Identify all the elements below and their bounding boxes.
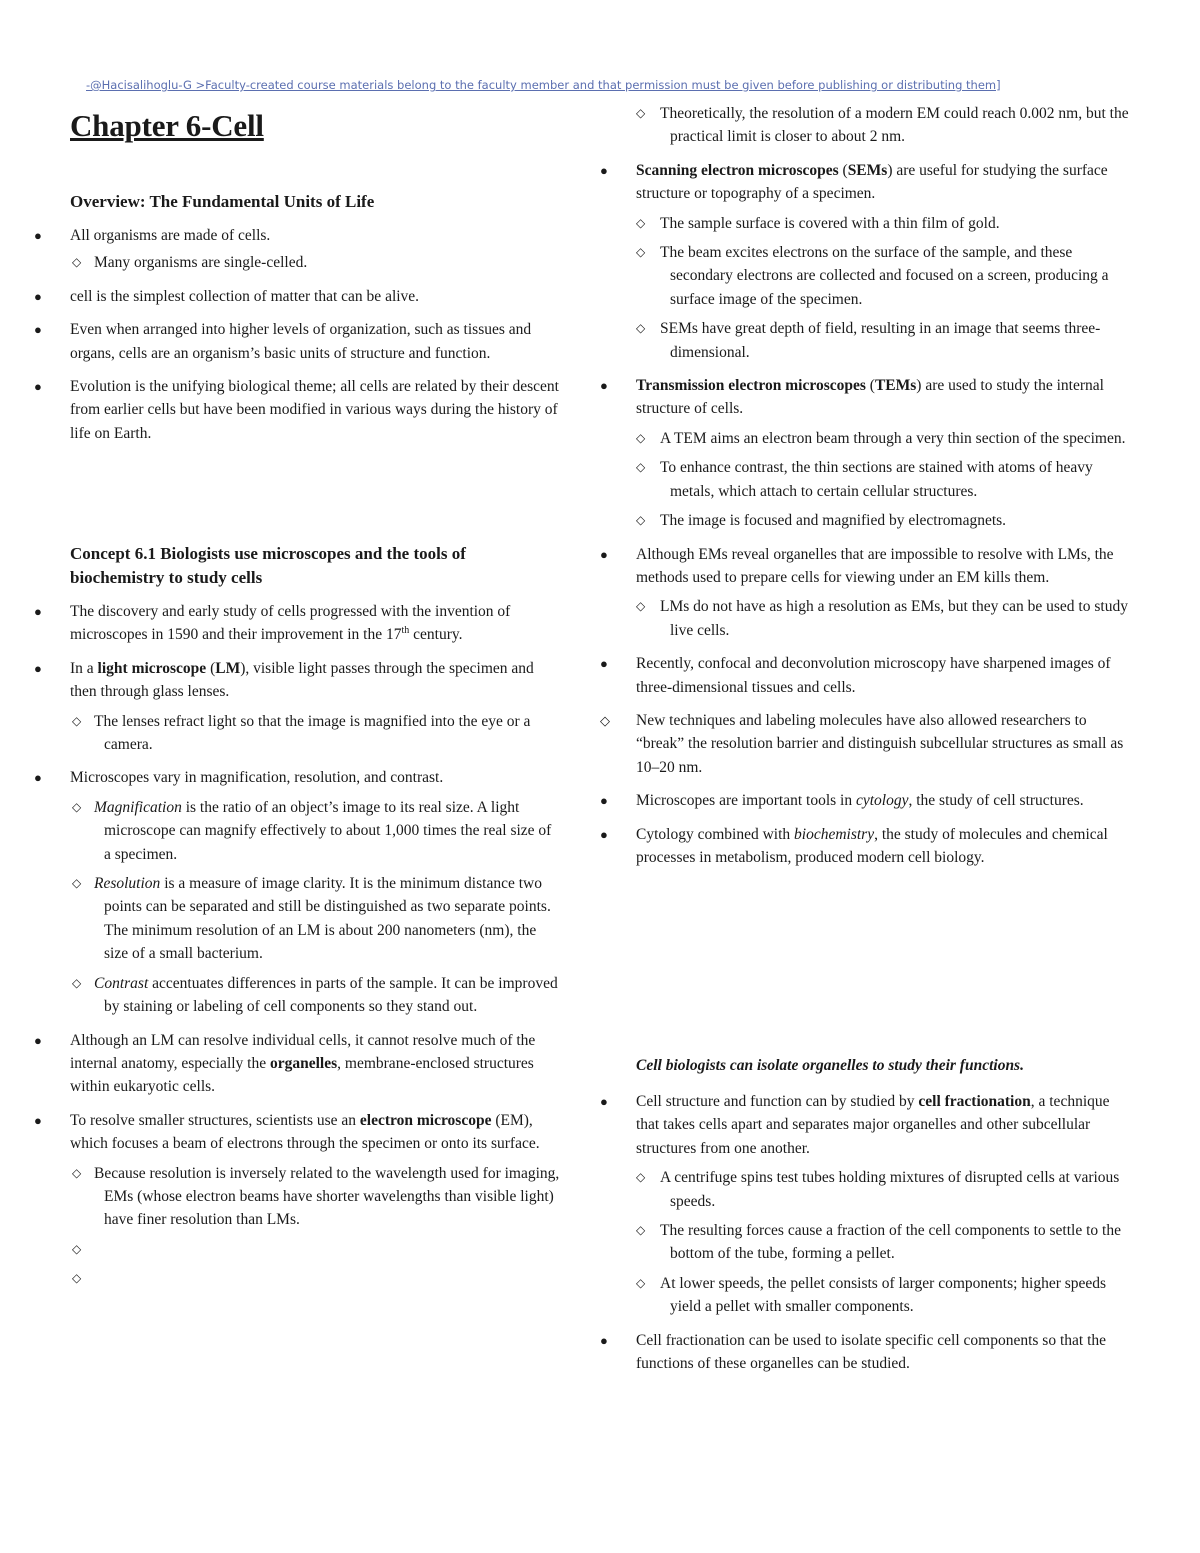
list-item: ◇ Because resolution is inversely related to the wavelength used for imaging, EMs (whose electron beams have shorter wavelengths than visible light) have finer resolution than LMs. bbox=[0, 1162, 560, 1232]
list-item: ◇ A TEM aims an electron beam through a very thin section of the specimen. bbox=[566, 427, 1136, 450]
list-item: ◇ The beam excites electrons on the surface of the sample, and these secondary electrons are collected and focused on a screen, producing a surface image of the specimen. bbox=[566, 241, 1136, 311]
list-item: ◇ The resulting forces cause a fraction of the cell components to settle to the bottom of the tube, forming a pellet. bbox=[566, 1219, 1136, 1266]
list-item: ● Even when arranged into higher levels of organization, such as tissues and organs, cells are an organism’s basic units of structure and function. bbox=[0, 318, 570, 365]
hollow-bullet-icon: ◇ bbox=[636, 245, 646, 260]
overview-list bbox=[0, 224, 570, 445]
list-item: ◇ Magnification is the ratio of an object’s image to its real size. A light microscope can magnify effectively to about 1,000 times the real size of a specimen. bbox=[0, 796, 560, 866]
hollow-bullet-icon: ◇ bbox=[72, 799, 82, 814]
overview-heading: Overview: The Fundamental Units of Life bbox=[70, 192, 375, 211]
hollow-bullet-icon: ◇ bbox=[72, 1270, 82, 1285]
list-item: ● Evolution is the unifying biological theme; all cells are related by their descent from earlier cells but have been modified in various ways during the history of life on Earth. bbox=[0, 375, 570, 445]
list-item: ◇ At lower speeds, the pellet consists of larger components; higher speeds yield a pellet with smaller components. bbox=[566, 1272, 1136, 1319]
hollow-bullet-icon: ◇ bbox=[72, 713, 82, 728]
list-item: ◇ To enhance contrast, the thin sections are stained with atoms of heavy metals, which attach to certain cellular structures. bbox=[566, 456, 1136, 503]
list-item: ● Transmission electron microscopes (TEMs) are used to study the internal structure of cells. bbox=[566, 374, 1136, 421]
bullet-icon: ● bbox=[600, 656, 608, 672]
bullet-icon: ● bbox=[34, 288, 42, 304]
bullet-icon: ● bbox=[34, 604, 42, 619]
list-item: ● Microscopes vary in magnification, resolution, and contrast. bbox=[0, 766, 560, 789]
section-subheading: Cell biologists can isolate organelles to study their functions. bbox=[636, 1057, 1024, 1074]
hollow-bullet-icon: ◇ bbox=[636, 1275, 646, 1290]
bullet-icon: ● bbox=[34, 228, 42, 243]
list-item: ◇ The image is focused and magnified by electromagnets. bbox=[566, 509, 1136, 532]
hollow-bullet-icon: ◇ bbox=[600, 712, 610, 728]
bullet-icon: ● bbox=[600, 162, 608, 178]
list-item: ◇ Resolution is a measure of image clarity. It is the minimum distance two points can be separated and still be distinguished as two separate points. The minimum resolution of an LM is about 200 nanometers (nm), the size of a small bacterium. bbox=[0, 872, 560, 966]
list-item: ● Cytology combined with biochemistry, the study of molecules and chemical processes in metabolism, produced modern cell biology. bbox=[566, 823, 1136, 870]
bullet-icon: ● bbox=[34, 770, 42, 786]
hollow-bullet-icon: ◇ bbox=[72, 876, 82, 891]
fractionation-list bbox=[566, 1080, 1136, 1375]
list-item: ● The discovery and early study of cells progressed with the invention of microscopes in 1590 and their improvement in the 17th century. bbox=[0, 600, 560, 647]
bullet-icon: ● bbox=[34, 1032, 42, 1048]
bullet-icon: ● bbox=[600, 826, 608, 842]
hollow-bullet-icon: ◇ bbox=[636, 460, 646, 475]
bullet-icon: ● bbox=[600, 1094, 608, 1109]
list-item: ◇ Contrast accentuates differences in parts of the sample. It can be improved by staining or labeling of cell components so they stand out. bbox=[0, 972, 560, 1019]
list-item: ◇ Many organisms are single-celled. bbox=[0, 251, 570, 274]
hollow-bullet-icon: ◇ bbox=[636, 1223, 646, 1238]
hollow-bullet-icon: ◇ bbox=[636, 321, 646, 336]
list-item: ◇ LMs do not have as high a resolution as EMs, but they can be used to study live cells. bbox=[566, 595, 1136, 642]
list-item: ● Cell structure and function can by studied by cell fractionation, a technique that takes cells apart and separates major organelles and other subcellular structures from one another. bbox=[566, 1090, 1136, 1160]
list-item: ● Cell fractionation can be used to isolate specific cell components so that the functions of these organelles can be studied. bbox=[566, 1329, 1136, 1376]
list-item: ● All organisms are made of cells. bbox=[0, 224, 570, 247]
bullet-icon: ● bbox=[600, 793, 608, 809]
hollow-bullet-icon: ◇ bbox=[636, 513, 646, 528]
page-title: Chapter 6-Cell bbox=[70, 108, 264, 143]
empty-list-item bbox=[0, 1267, 560, 1290]
bullet-icon: ● bbox=[600, 546, 608, 562]
list-item: ● In a light microscope (LM), visible light passes through the specimen and then through glass lenses. bbox=[0, 657, 560, 704]
bullet-icon: ● bbox=[34, 322, 42, 338]
hollow-bullet-icon: ◇ bbox=[72, 1165, 82, 1180]
hollow-bullet-icon: ◇ bbox=[636, 430, 646, 445]
list-item: ● cell is the simplest collection of matter that can be alive. bbox=[0, 285, 570, 308]
concept-heading: Concept 6.1 Biologists use microscopes and the tools of biochemistry to study cells bbox=[70, 544, 466, 587]
bullet-icon: ● bbox=[600, 1332, 608, 1348]
list-item: ◇ A centrifuge spins test tubes holding mixtures of disrupted cells at various speeds. bbox=[566, 1166, 1136, 1213]
bullet-icon: ● bbox=[34, 379, 42, 395]
hollow-bullet-icon: ◇ bbox=[636, 215, 646, 230]
hollow-bullet-icon: ◇ bbox=[72, 1241, 82, 1256]
list-item: ● Recently, confocal and deconvolution microscopy have sharpened images of three-dimensional tissues and cells. bbox=[566, 652, 1136, 699]
copyright-note[interactable]: -@Hacisalihoglu-G >Faculty-created course materials belong to the faculty member and that permission must be given before publishing or distributing them] bbox=[86, 78, 1001, 92]
bullet-icon: ● bbox=[34, 660, 42, 676]
list-item: ● Although an LM can resolve individual cells, it cannot resolve much of the internal anatomy, especially the organelles, membrane-enclosed structures within eukaryotic cells. bbox=[0, 1029, 560, 1099]
list-item: ◇ New techniques and labeling molecules have also allowed researchers to “break” the resolution barrier and distinguish subcellular structures as small as 10–20 nm. bbox=[566, 709, 1136, 779]
list-item: ◇ Theoretically, the resolution of a modern EM could reach 0.002 nm, but the practical limit is closer to about 2 nm. bbox=[566, 102, 1136, 149]
hollow-bullet-icon: ◇ bbox=[636, 106, 646, 120]
hollow-bullet-icon: ◇ bbox=[72, 255, 82, 270]
empty-list-item bbox=[0, 1238, 560, 1261]
list-item: ◇ The lenses refract light so that the image is magnified into the eye or a camera. bbox=[0, 710, 560, 757]
list-item: ● To resolve smaller structures, scientists use an electron microscope (EM), which focuses a beam of electrons through the specimen or onto its surface. bbox=[0, 1109, 560, 1156]
hollow-bullet-icon: ◇ bbox=[636, 1170, 646, 1185]
list-item: ● Scanning electron microscopes (SEMs) are useful for studying the surface structure or topography of a specimen. bbox=[566, 159, 1136, 206]
hollow-bullet-icon: ◇ bbox=[636, 599, 646, 614]
microscopy-list bbox=[566, 96, 1136, 869]
bullet-icon: ● bbox=[34, 1112, 42, 1128]
list-item: ◇ SEMs have great depth of field, resulting in an image that seems three-dimensional. bbox=[566, 317, 1136, 364]
bullet-icon: ● bbox=[600, 378, 608, 394]
hollow-bullet-icon: ◇ bbox=[72, 975, 82, 990]
concept-list bbox=[0, 600, 560, 1290]
list-item: ● Microscopes are important tools in cytology, the study of cell structures. bbox=[566, 789, 1136, 812]
list-item: ● Although EMs reveal organelles that are impossible to resolve with LMs, the methods used to prepare cells for viewing under an EM kills them. bbox=[566, 543, 1136, 590]
list-item: ◇ The sample surface is covered with a thin film of gold. bbox=[566, 212, 1136, 235]
